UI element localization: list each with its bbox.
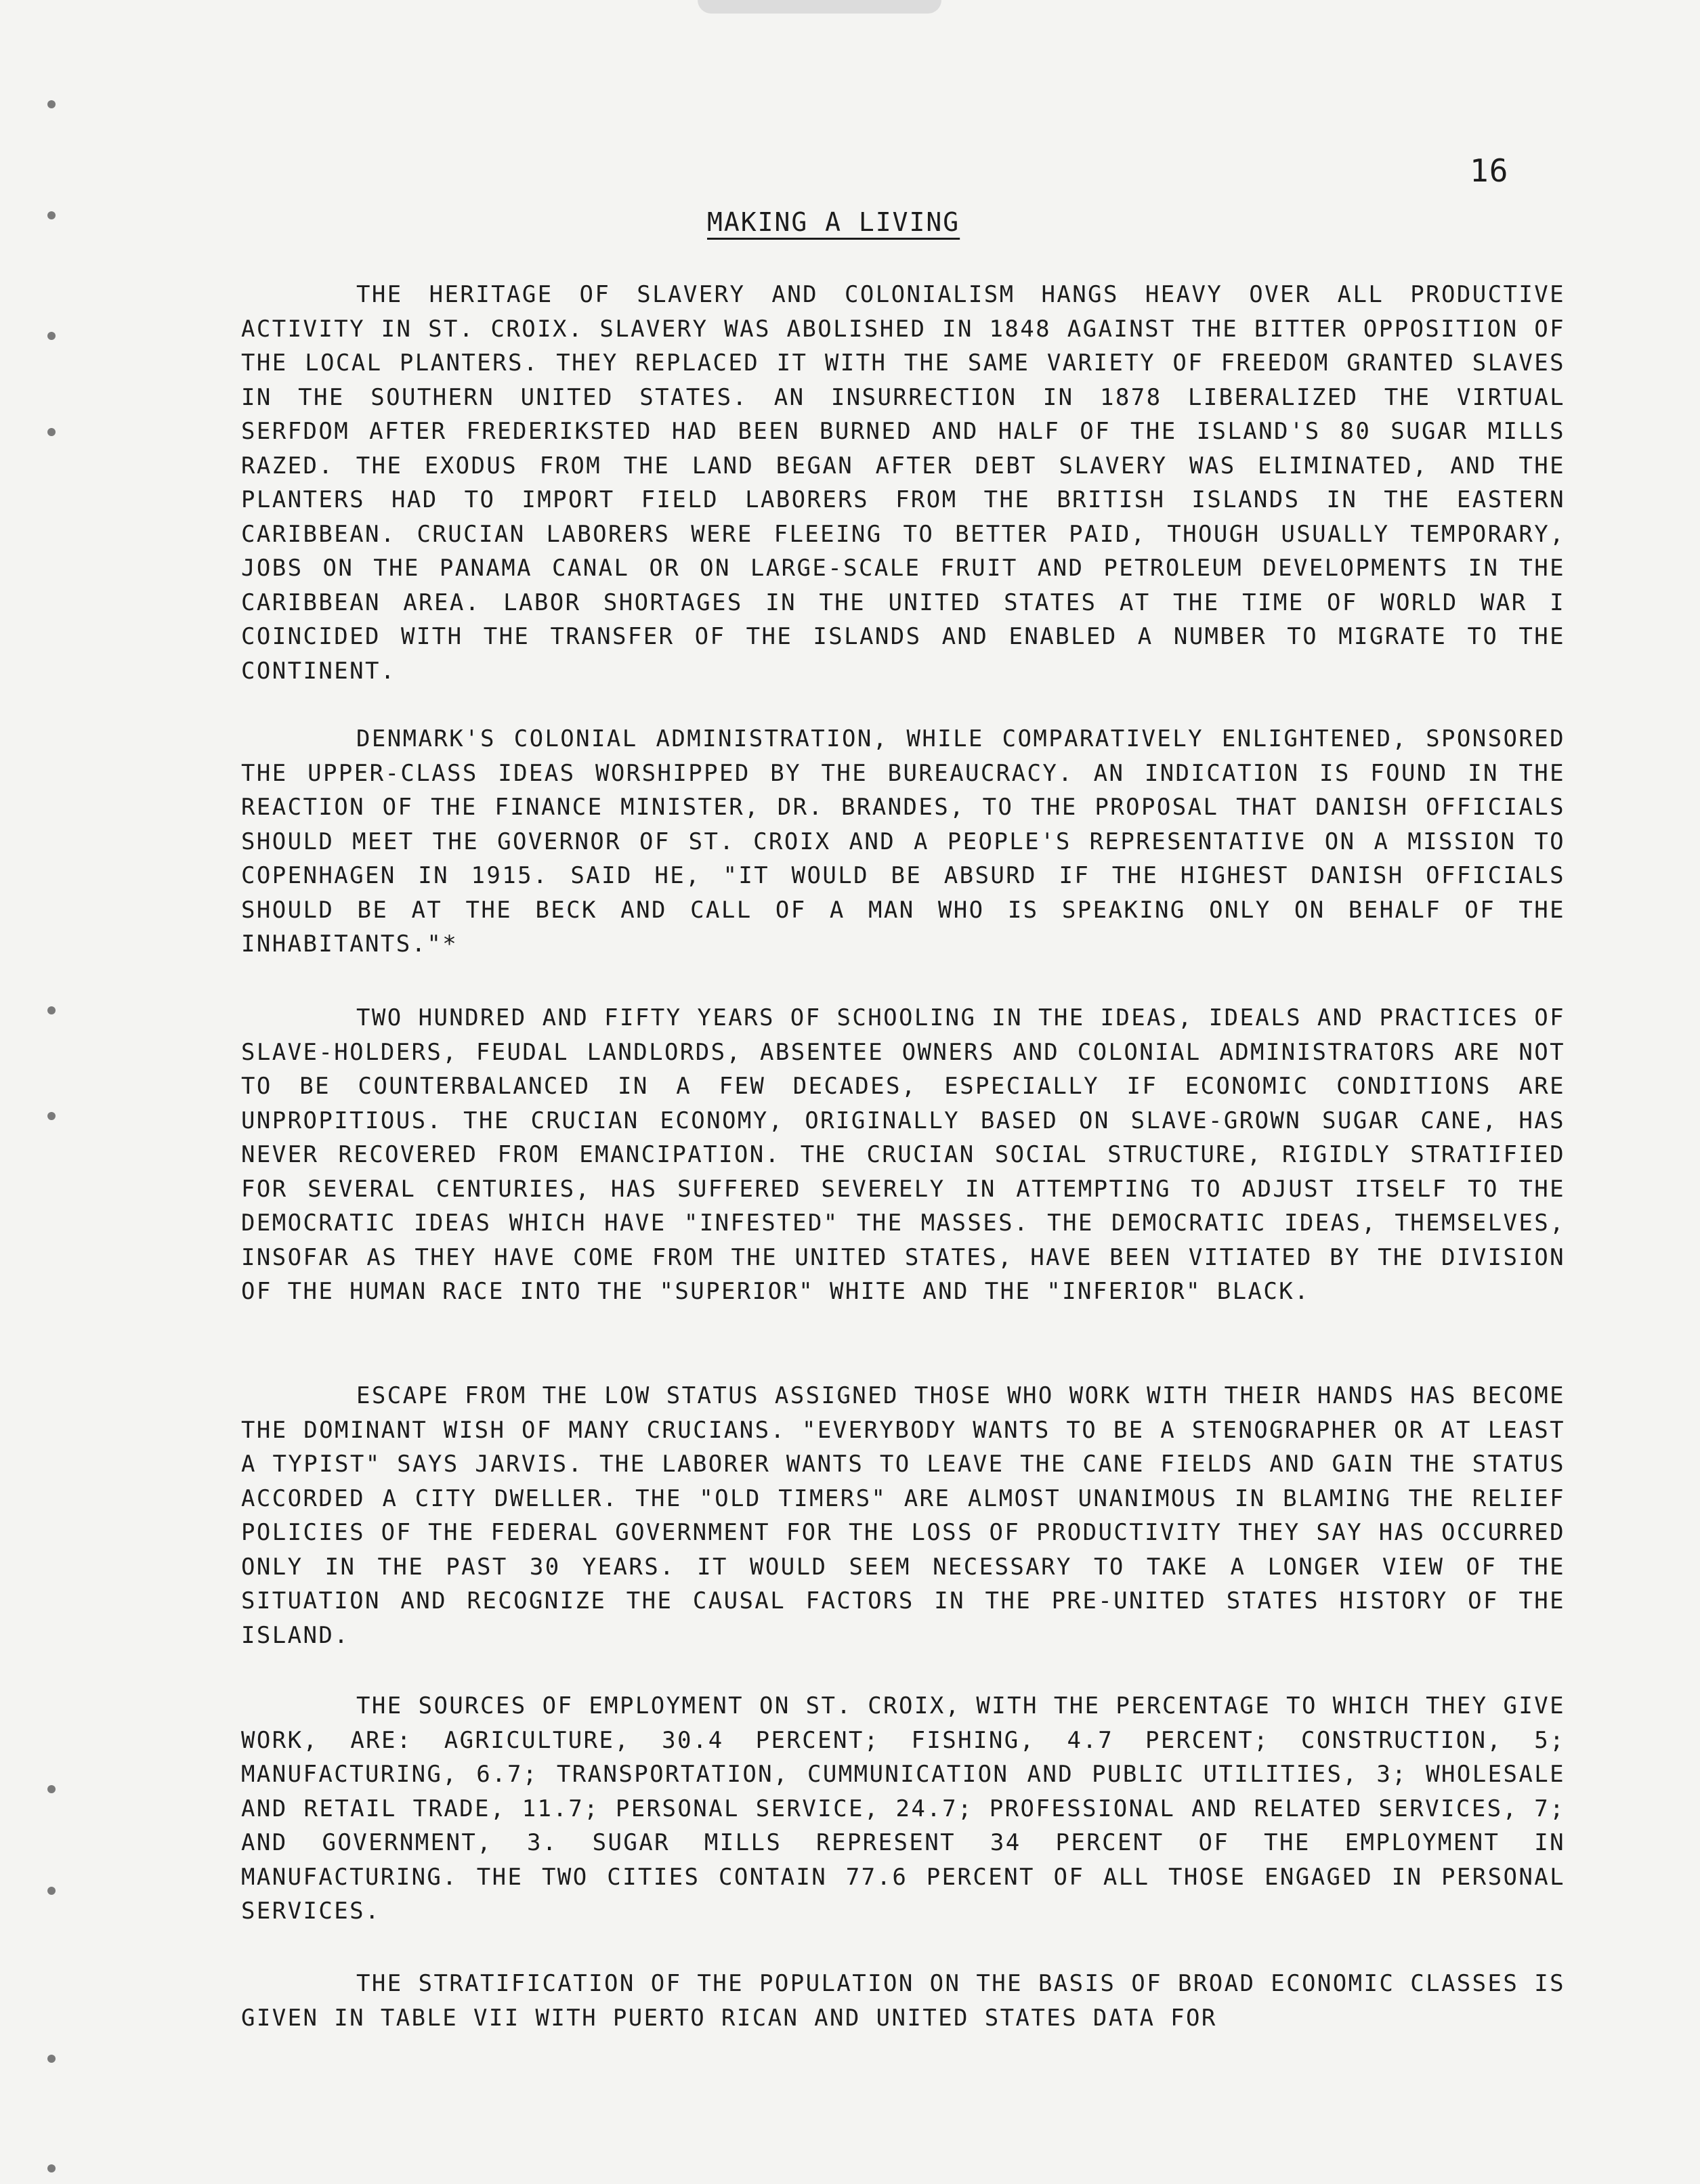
paragraph-schooling — [241, 1001, 1565, 1309]
binder-hole-mark — [47, 211, 56, 219]
binder-hole-mark — [47, 1006, 56, 1014]
page-number: 16 — [1470, 152, 1509, 189]
paper-tab-mark — [698, 0, 941, 14]
paragraph-heritage — [241, 278, 1565, 688]
paragraph-danish-administration — [241, 722, 1565, 962]
binder-hole-mark — [47, 332, 56, 340]
binder-hole-mark — [47, 100, 56, 108]
paragraph-text: DENMARK'S COLONIAL ADMINISTRATION, WHILE COMPARATIVELY ENLIGHTENED, SPONSORED THE UPPER-CLASS IDEAS WORSHIPPED BY THE BUREAUCRACY. AN INDICATION IS FOUND IN THE REACTION OF THE FINANCE MINISTER, DR. BRANDES, TO THE PROPOSAL THAT DANISH OFFICIALS SHOULD MEET THE GOVERNOR OF ST. CROIX AND A PEOPLE'S REPRESENTATIVE ON A MISSION TO COPENHAGEN IN 1915. SAID HE, "IT WOULD BE ABSURD IF THE HIGHEST DANISH OFFICIALS SHOULD BE AT THE BECK AND CALL OF A MAN WHO IS SPEAKING ONLY ON BEHALF OF THE INHABITANTS."* — [241, 725, 1565, 958]
binder-hole-mark — [47, 1785, 56, 1793]
paragraph-text: TWO HUNDRED AND FIFTY YEARS OF SCHOOLING IN THE IDEAS, IDEALS AND PRACTICES OF SLAVE-HOLDERS, FEUDAL LANDLORDS, ABSENTEE OWNERS AND COLONIAL ADMINISTRATORS ARE NOT TO BE COUNTERBALANCED IN A FEW DECADES, ESPECIALLY IF ECONOMIC CONDITIONS ARE UNPROPITIOUS. THE CRUCIAN ECONOMY, ORIGINALLY BASED ON SLAVE-GROWN SUGAR CANE, HAS NEVER RECOVERED FROM EMANCIPATION. THE CRUCIAN SOCIAL STRUCTURE, RIGIDLY STRATIFIED FOR SEVERAL CENTURIES, HAS SUFFERED SEVERELY IN ATTEMPTING TO ADJUST ITSELF TO THE DEMOCRATIC IDEAS WHICH HAVE "INFESTED" THE MASSES. THE DEMOCRATIC IDEAS, THEMSELVES, INSOFAR AS THEY HAVE COME FROM THE UNITED STATES, HAVE BEEN VITIATED BY THE DIVISION OF THE HUMAN RACE INTO THE "SUPERIOR" WHITE AND THE "INFERIOR" BLACK. — [241, 1004, 1565, 1305]
paragraph-text: THE STRATIFICATION OF THE POPULATION ON THE BASIS OF BROAD ECONOMIC CLASSES IS GIVEN IN TABLE VII WITH PUERTO RICAN AND UNITED STATES DATA FOR — [241, 1970, 1565, 2032]
paragraph-text: THE SOURCES OF EMPLOYMENT ON ST. CROIX, WITH THE PERCENTAGE TO WHICH THEY GIVE WORK, ARE: AGRICULTURE, 30.4 PERCENT; FISHING, 4.7 PERCENT; CONSTRUCTION, 5; MANUFACTURING, 6.7; TRANSPORTATION, CUMMUNICATION AND PUBLIC UTILITIES, 3; WHOLESALE AND RETAIL TRADE, 11.7; PERSONAL SERVICE, 24.7; PROFESSIONAL AND RELATED SERVICES, 7; AND GOVERNMENT, 3. SUGAR MILLS REPRESENT 34 PERCENT OF THE EMPLOYMENT IN MANUFACTURING. THE TWO CITIES CONTAIN 77.6 PERCENT OF ALL THOSE ENGAGED IN PERSONAL SERVICES. — [241, 1692, 1565, 1925]
paragraph-escape-status — [241, 1379, 1565, 1652]
binder-hole-mark — [47, 2164, 56, 2172]
paragraph-text: ESCAPE FROM THE LOW STATUS ASSIGNED THOSE WHO WORK WITH THEIR HANDS HAS BECOME THE DOMINANT WISH OF MANY CRUCIANS. "EVERYBODY WANTS TO BE A STENOGRAPHER OR AT LEAST A TYPIST" SAYS JARVIS. THE LABORER WANTS TO LEAVE THE CANE FIELDS AND GAIN THE STATUS ACCORDED A CITY DWELLER. THE "OLD TIMERS" ARE ALMOST UNANIMOUS IN BLAMING THE RELIEF POLICIES OF THE FEDERAL GOVERNMENT FOR THE LOSS OF PRODUCTIVITY THEY SAY HAS OCCURRED ONLY IN THE PAST 30 YEARS. IT WOULD SEEM NECESSARY TO TAKE A LONGER VIEW OF THE SITUATION AND RECOGNIZE THE CAUSAL FACTORS IN THE PRE-UNITED STATES HISTORY OF THE ISLAND. — [241, 1382, 1565, 1649]
binder-hole-mark — [47, 2055, 56, 2063]
page-title: MAKING A LIVING — [707, 207, 960, 237]
binder-hole-mark — [47, 1112, 56, 1120]
binder-hole-mark — [47, 1887, 56, 1895]
paragraph-stratification — [241, 1967, 1565, 2035]
binder-hole-mark — [47, 428, 56, 436]
paragraph-text: THE HERITAGE OF SLAVERY AND COLONIALISM HANGS HEAVY OVER ALL PRODUCTIVE ACTIVITY IN ST. CROIX. SLAVERY WAS ABOLISHED IN 1848 AGAINST THE BITTER OPPOSITION OF THE LOCAL PLANTERS. THEY REPLACED IT WITH THE SAME VARIETY OF FREEDOM GRANTED SLAVES IN THE SOUTHERN UNITED STATES. AN INSURRECTION IN 1878 LIBERALIZED THE VIRTUAL SERFDOM AFTER FREDERIKSTED HAD BEEN BURNED AND HALF OF THE ISLAND'S 80 SUGAR MILLS RAZED. THE EXODUS FROM THE LAND BEGAN AFTER DEBT SLAVERY WAS ELIMINATED, AND THE PLANTERS HAD TO IMPORT FIELD LABORERS FROM THE BRITISH ISLANDS IN THE EASTERN CARIBBEAN. CRUCIAN LABORERS WERE FLEEING TO BETTER PAID, THOUGH USUALLY TEMPORARY, JOBS ON THE PANAMA CANAL OR ON LARGE-SCALE FRUIT AND PETROLEUM DEVELOPMENTS IN THE CARIBBEAN AREA. LABOR SHORTAGES IN THE UNITED STATES AT THE TIME OF WORLD WAR I COINCIDED WITH THE TRANSFER OF THE ISLANDS AND ENABLED A NUMBER TO MIGRATE TO THE CONTINENT. — [241, 281, 1565, 685]
paragraph-employment-sources — [241, 1689, 1565, 1929]
